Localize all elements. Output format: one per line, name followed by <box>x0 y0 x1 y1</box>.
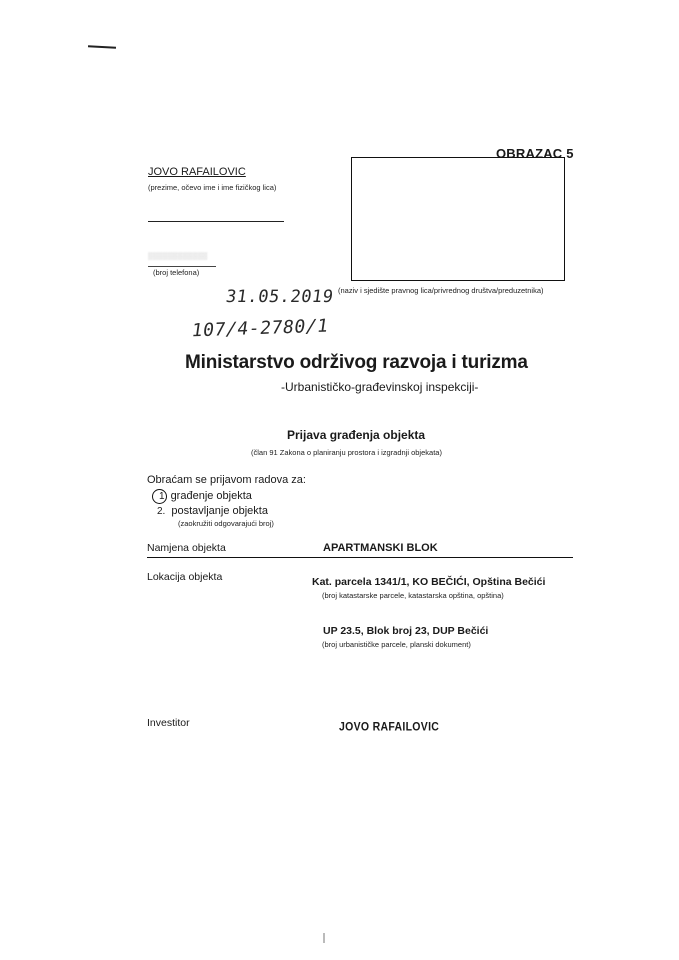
option-2 <box>157 505 268 517</box>
option-label: postavljanje objekta <box>171 505 268 517</box>
option-1 <box>159 490 252 502</box>
investor-label: Investitor <box>147 717 190 729</box>
investor-value: JOVO RAFAILOVIC <box>339 720 440 734</box>
handwritten-date: 31.05.2019 <box>224 287 335 307</box>
location-cadastral: Kat. parcela 1341/1, KO BEČIĆI, Opština Bečići <box>312 576 546 588</box>
phone-caption: (broj telefona) <box>153 268 200 277</box>
option-number: 1 <box>159 491 165 502</box>
redacted-phone: ▒▒▒▒▒▒▒▒▒▒▒▒ <box>148 253 208 260</box>
company-caption: (naziv i sjedište pravnog lica/privrednog društva/preduzetnika) <box>338 286 544 295</box>
pen-mark <box>88 45 116 48</box>
address-line <box>148 221 284 222</box>
ministry-name: Ministarstvo održivog razvoja i turizma <box>185 352 528 373</box>
options-caption: (zaokružiti odgovarajući broj) <box>178 519 274 528</box>
law-reference: (član 91 Zakona o planiranju prostora i izgradnji objekata) <box>251 448 442 457</box>
selected-circle <box>152 489 167 504</box>
applicant-name-caption: (prezime, očevo ime i ime fizičkog lica) <box>148 183 277 192</box>
document-title: Prijava građenja objekta <box>287 428 426 442</box>
purpose-value: APARTMANSKI BLOK <box>323 542 438 554</box>
location-urban: UP 23.5, Blok broj 23, DUP Bečići <box>323 625 489 637</box>
department-name: -Urbanističko-građevinskoj inspekciji- <box>281 380 479 394</box>
company-box <box>351 157 565 281</box>
location-cadastral-caption: (broj katastarske parcele, katastarska opština, opština) <box>322 591 504 600</box>
location-label: Lokacija objekta <box>147 571 223 583</box>
form-number: OBRAZAC 5 <box>496 146 574 161</box>
handwritten-reference: 107/4-2780/1 <box>190 315 330 342</box>
option-number: 2. <box>157 506 166 517</box>
intro-text: Obraćam se prijavom radova za: <box>147 474 306 486</box>
divider-line <box>147 557 573 558</box>
purpose-label: Namjena objekta <box>147 542 226 554</box>
location-urban-caption: (broj urbanističke parcele, planski dokument) <box>322 640 471 649</box>
phone-line <box>148 266 216 267</box>
applicant-name: JOVO RAFAILOVIC <box>148 166 246 178</box>
scan-speck <box>323 933 325 943</box>
option-label: građenje objekta <box>170 490 252 502</box>
